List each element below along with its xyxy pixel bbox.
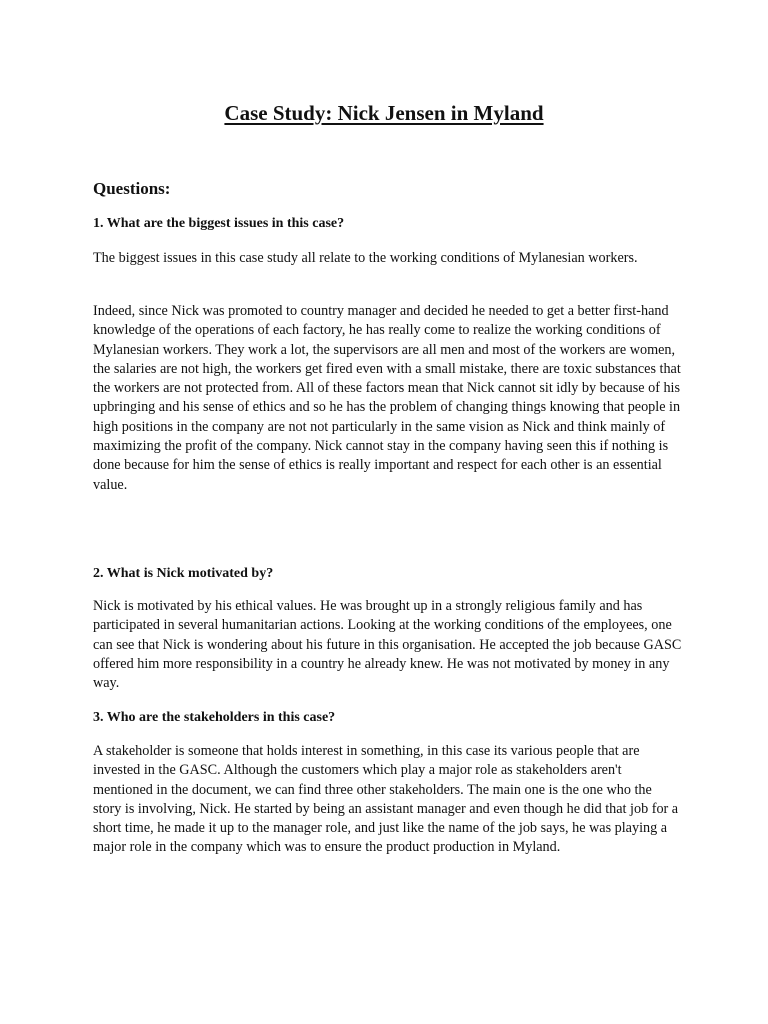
answer-1-paragraph-2: Indeed, since Nick was promoted to country manager and decided he needed to get a better first-hand knowledge of the operations of each factory, he has really come to realize the working conditions of Mylanesian workers. They work a lot, the supervisors are all men and most of the workers are women, the salaries are not high, the workers get fired even with a small mistake, there are toxic substances that the workers are not protected from. All of these factors mean that Nick cannot sit idly by because of his upbringing and his sense of ethics and so he has the problem of changing things knowing that people in high positions in the company are not not particularly in the same vision as Nick and think mainly of maximizing the profit of the company. Nick cannot stay in the company having seen this if nothing is done because for him the sense of ethics is really important and respect for each other is an essential value. — [93, 303, 681, 493]
question-3-block — [93, 708, 683, 727]
answer-3-paragraph-1: A stakeholder is someone that holds interest in something, in this case its various people that are invested in the GASC. Although the customers which play a major role as stakeholders aren't mentioned in the document, we can find three other stakeholders. The main one is the one who the story is involving, Nick. He started by being an assistant manager and even though he did that job for a short time, he made it up to the manager role, and just like the name of the job says, he was playing a major role in the company which was to ensure the product production in Myland. — [93, 743, 679, 856]
document-title: Case Study: Nick Jensen in Myland — [224, 101, 544, 125]
answer-2-paragraph-1-block — [93, 597, 683, 693]
question-1: 1. What are the biggest issues in this case? — [93, 216, 345, 231]
question-1-block — [93, 214, 683, 233]
question-2: 2. What is Nick motivated by? — [93, 566, 274, 581]
answer-1-paragraph-1: The biggest issues in this case study all relate to the working conditions of Mylanesian workers. — [93, 250, 638, 266]
questions-heading: Questions: — [93, 179, 171, 198]
answer-1-paragraph-2-block — [93, 302, 683, 495]
answer-1-paragraph-1-block — [93, 249, 683, 268]
answer-3-paragraph-1-block — [93, 742, 683, 858]
answer-2-paragraph-1: Nick is motivated by his ethical values. He was brought up in a strongly religious family and has participated in several humanitarian actions. Looking at the working conditions of the employees, one can see that Nick is wondering about his future in this organisation. He accepted the job because GASC offered him more responsibility in a country he already knew. He was not motivated by money in any way. — [93, 598, 682, 692]
question-3: 3. Who are the stakeholders in this case? — [93, 710, 336, 725]
question-2-block — [93, 564, 683, 583]
